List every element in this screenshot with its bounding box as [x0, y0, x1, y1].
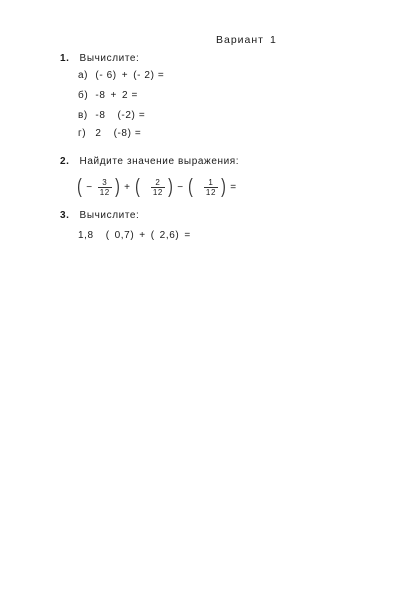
- fraction-1-numerator: 3: [102, 177, 108, 187]
- variant-label: Вариант: [216, 34, 264, 46]
- task-2-number: 2.: [60, 156, 70, 167]
- variant-title: [216, 34, 277, 46]
- item-operand-b: (-8) =: [113, 128, 142, 139]
- task-3-heading: [60, 210, 139, 221]
- task-3-label: Вычислите:: [79, 210, 140, 221]
- item-operand-b: 2 =: [121, 90, 138, 101]
- open-paren: (: [105, 230, 110, 241]
- task-1-label: Вычислите:: [79, 53, 140, 64]
- item-letter: в): [78, 110, 88, 121]
- item-operand-a: 2: [95, 128, 102, 139]
- fraction-1-denominator: 12: [99, 187, 110, 197]
- close-paren: ): [221, 176, 227, 198]
- open-paren: (: [187, 176, 193, 198]
- item-operand-b: (- 2) =: [133, 70, 165, 81]
- item-letter: г): [78, 128, 87, 139]
- plus-sign: +: [124, 181, 131, 193]
- value-c: 0,7): [114, 230, 135, 241]
- open-paren: (: [134, 176, 140, 198]
- minus-sign: −: [177, 181, 184, 193]
- task-1-item-d: [78, 128, 141, 139]
- task-3-number: 3.: [60, 210, 70, 221]
- item-operator: +: [121, 70, 129, 81]
- value-e: 2,6): [159, 230, 180, 241]
- task-2-expression: [76, 176, 240, 198]
- item-letter: а): [78, 70, 89, 81]
- fraction-2-numerator: 2: [155, 177, 161, 187]
- plus-sign: +: [139, 230, 146, 241]
- equals-sign: =: [184, 230, 191, 241]
- minus-sign: −: [86, 181, 93, 193]
- task-2-heading: [60, 156, 239, 167]
- item-operand-a: -8: [95, 110, 106, 121]
- task-1-number: 1.: [60, 53, 70, 64]
- task-1-item-b: [78, 90, 138, 101]
- open-paren: (: [77, 176, 83, 198]
- close-paren: ): [114, 176, 121, 198]
- fraction-1: [98, 178, 112, 197]
- item-letter: б): [78, 90, 89, 101]
- equals-sign: =: [230, 181, 237, 193]
- task-1-item-c: [78, 110, 145, 121]
- item-operator: +: [110, 90, 117, 101]
- fraction-2-denominator: 12: [152, 187, 163, 197]
- item-operand-a: -8: [95, 90, 106, 101]
- close-paren: ): [168, 176, 174, 198]
- variant-number: 1: [270, 34, 277, 46]
- fraction-3: [204, 178, 218, 197]
- item-operand-a: (- 6): [95, 70, 117, 81]
- fraction-3-numerator: 1: [208, 177, 214, 187]
- task-3-expression: [78, 230, 191, 241]
- item-operand-b: (-2) =: [117, 110, 146, 121]
- fraction-3-denominator: 12: [205, 187, 217, 197]
- fraction-2: [151, 178, 165, 197]
- open-paren: (: [150, 230, 155, 241]
- task-2-label: Найдите значение выражения:: [79, 156, 240, 167]
- task-1-heading: [60, 53, 139, 64]
- task-1-item-a: [78, 70, 164, 81]
- value-a: 1,8: [78, 230, 94, 241]
